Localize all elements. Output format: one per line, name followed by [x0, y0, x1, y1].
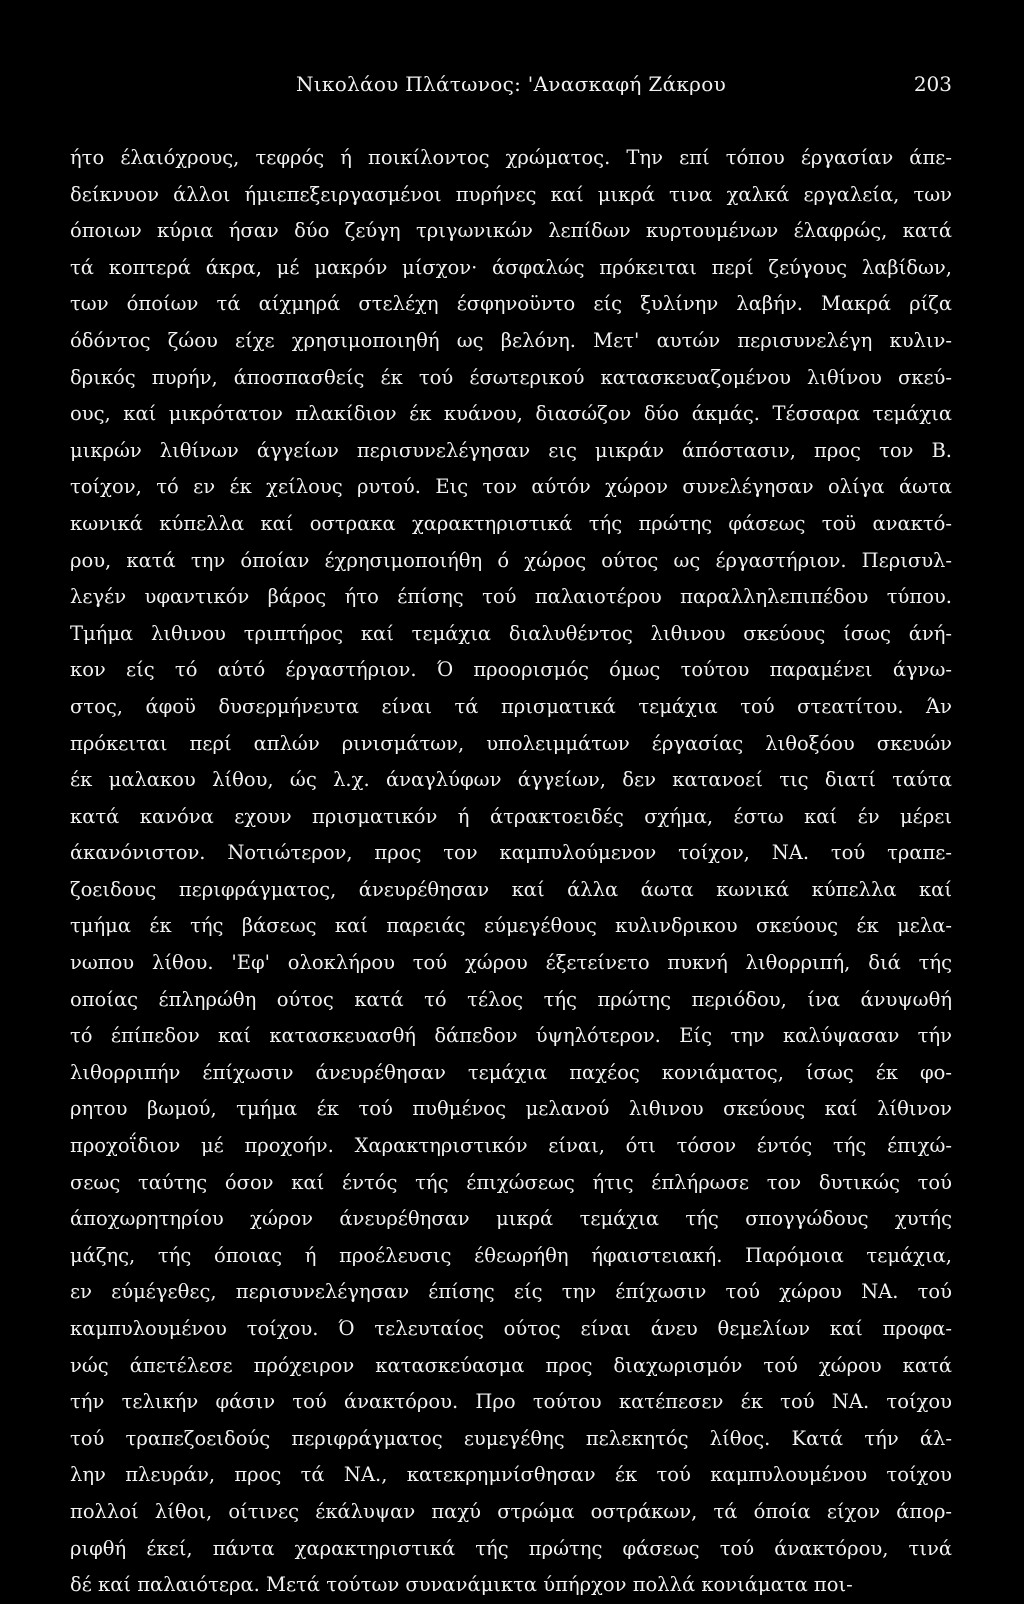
text-line: νώς άπετέλεσε πρόχειρον κατασκεύασμα προς διαχωρισμόν τού χώρου κατά	[70, 1353, 952, 1377]
text-line: ρητου βωμού, τμήμα έκ τού πυθμένος μελανού λιθινου σκεύους καί λίθινον	[70, 1097, 952, 1121]
text-line: των όποίων τά αίχμηρά στελέχη έσφηνοϋντο είς ξυλίνην λαβήν. Μακρά ρίζα	[70, 292, 952, 316]
text-line: λιθορριπήν έπίχωσιν άνευρέθησαν τεμάχια παχέος κονιάματος, ίσως έκ φο-	[70, 1060, 952, 1084]
text-line: τήν τελικήν φάσιν τού άνακτόρου. Προ τούτου κατέπεσεν έκ τού ΝΑ. τοίχου	[70, 1390, 952, 1414]
text-line: τό έπίπεδον καί κατασκευασθή δάπεδον ύψηλότερον. Είς την καλύψασαν τήν	[70, 1024, 952, 1048]
text-line: ήτο έλαιόχρους, τεφρός ή ποικίλοντος χρώματος. Την επί τόπου έργασίαν άπε-	[70, 146, 952, 169]
body-text	[70, 140, 952, 1604]
text-line: δέ καί παλαιότερα. Μετά τούτων συνανάμικτα ύπήρχον πολλά κονιάματα ποι-	[70, 1573, 853, 1597]
text-line: μάζης, τής όποιας ή προέλευσις έθεωρήθη ήφαιστειακή. Παρόμοια τεμάχια,	[70, 1243, 952, 1267]
text-line: ρου, κατά την όποίαν έχρησιμοποιήθη ό χώρος ούτος ως έργαστήριον. Περισυλ-	[70, 548, 952, 572]
text-line: τμήμα έκ τής βάσεως καί παρειάς εύμεγέθους κυλινδρικου σκεύους έκ μελα-	[70, 914, 952, 938]
text-line: τοίχον, τό εν έκ χείλους ρυτού. Εις τον αύτόν χώρον συνελέγησαν ολίγα άωτα	[70, 475, 952, 499]
page-number: 203	[913, 72, 952, 96]
text-line: τά κοπτερά άκρα, μέ μακρόν μίσχον· άσφαλώς πρόκειται περί ζεύγους λαβίδων,	[70, 255, 952, 279]
text-line: κον είς τό αύτό έργαστήριον. Ό προορισμός όμως τούτου παραμένει άγνω-	[70, 658, 952, 682]
text-line: πολλοί λίθοι, οίτινες έκάλυψαν παχύ στρώμα οστράκων, τά όποία είχον άπορ-	[70, 1499, 952, 1523]
text-line: κατά κανόνα εχουν πρισματικόν ή άτρακτοειδές σχήμα, έστω καί έν μέρει	[70, 804, 952, 828]
text-line: άποχωρητηρίου χώρον άνευρέθησαν μικρά τεμάχια τής σπογγώδους χυτής	[70, 1207, 952, 1231]
text-line: ριφθή έκεί, πάντα χαρακτηριστικά τής πρώτης φάσεως τού άνακτόρου, τινά	[70, 1536, 952, 1560]
text-line: μικρών λιθίνων άγγείων περισυνελέγησαν εις μικράν άπόστασιν, προς τον Β.	[70, 438, 952, 462]
page-header	[70, 72, 952, 112]
text-line: προχοΐδιον μέ προχοήν. Χαρακτηριστικόν είναι, ότι τόσον έντός τής έπιχώ-	[70, 1134, 952, 1158]
text-line: κωνικά κύπελλα καί οστρακα χαρακτηριστικά τής πρώτης φάσεως τοϋ ανακτό-	[70, 511, 952, 535]
text-line: οποίας έπληρώθη ούτος κατά τό τέλος τής πρώτης περιόδου, ίνα άνυψωθή	[70, 987, 952, 1011]
text-line: τού τραπεζοειδούς περιφράγματος ευμεγέθης πελεκητός λίθος. Κατά τήν άλ-	[70, 1426, 952, 1450]
text-line: Τμήμα λιθινου τριπτήρος καί τεμάχια διαλυθέντος λιθινου σκεύους ίσως άνή-	[70, 621, 952, 645]
text-line: ους, καί μικρότατον πλακίδιον έκ κυάνου, διασώζον δύο άκμάς. Τέσσαρα τεμάχια	[70, 402, 952, 426]
text-line: νωπου λίθου. 'Εφ' ολοκλήρου τού χώρου έξετείνετο πυκνή λιθορριπή, διά τής	[70, 951, 952, 975]
text-line: όποιων κύρια ήσαν δύο ζεύγη τριγωνικών λεπίδων κυρτουμένων έλαφρώς, κατά	[70, 219, 952, 243]
text-line: άκανόνιστον. Νοτιώτερον, προς τον καμπυλούμενον τοίχον, ΝΑ. τού τραπε-	[70, 841, 952, 865]
text-line: καμπυλουμένου τοίχου. Ό τελευταίος ούτος είναι άνευ θεμελίων καί προφα-	[70, 1317, 952, 1340]
text-line: εν εύμέγεθες, περισυνελέγησαν έπίσης είς την έπίχωσιν τού χώρου ΝΑ. τού	[70, 1280, 952, 1304]
text-line: έκ μαλακου λίθου, ώς λ.χ. άναγλύφων άγγείων, δεν κατανοεί τις διατί ταύτα	[70, 768, 952, 792]
text-line: δρικός πυρήν, άποσπασθείς έκ τού έσωτερικού κατασκευαζομένου λιθίνου σκεύ-	[70, 365, 952, 389]
text-line: σεως ταύτης όσον καί έντός τής έπιχώσεως ήτις έπλήρωσε τον δυτικώς τού	[70, 1170, 952, 1194]
text-line: ζοειδους περιφράγματος, άνευρέθησαν καί άλλα άωτα κωνικά κύπελλα καί	[70, 877, 952, 901]
text-line: στος, άφοϋ δυσερμήνευτα είναι τά πρισματικά τεμάχια τού στεατίτου. Άν	[70, 694, 952, 718]
text-line: όδόντος ζώου είχε χρησιμοποιηθή ως βελόνη. Μετ' αυτών περισυνελέγη κυλιν-	[70, 328, 952, 352]
text-line: λην πλευράν, προς τά ΝΑ., κατεκρημνίσθησαν έκ τού καμπυλουμένου τοίχου	[70, 1463, 952, 1487]
text-line: πρόκειται περί απλών ρινισμάτων, υπολειμμάτων έργασίας λιθοξόου σκευών	[70, 731, 952, 755]
text-line: λεγέν υφαντικόν βάρος ήτο έπίσης τού παλαιοτέρου παραλληλεπιπέδου τύπου.	[70, 585, 952, 609]
text-line: δείκνυον άλλοι ήμιεπεξειργασμένοι πυρήνες καί μικρά τινα χαλκά εργαλεία, των	[70, 182, 952, 206]
running-head: Νικολάου Πλάτωνος: 'Ανασκαφή Ζάκρου	[295, 72, 727, 96]
